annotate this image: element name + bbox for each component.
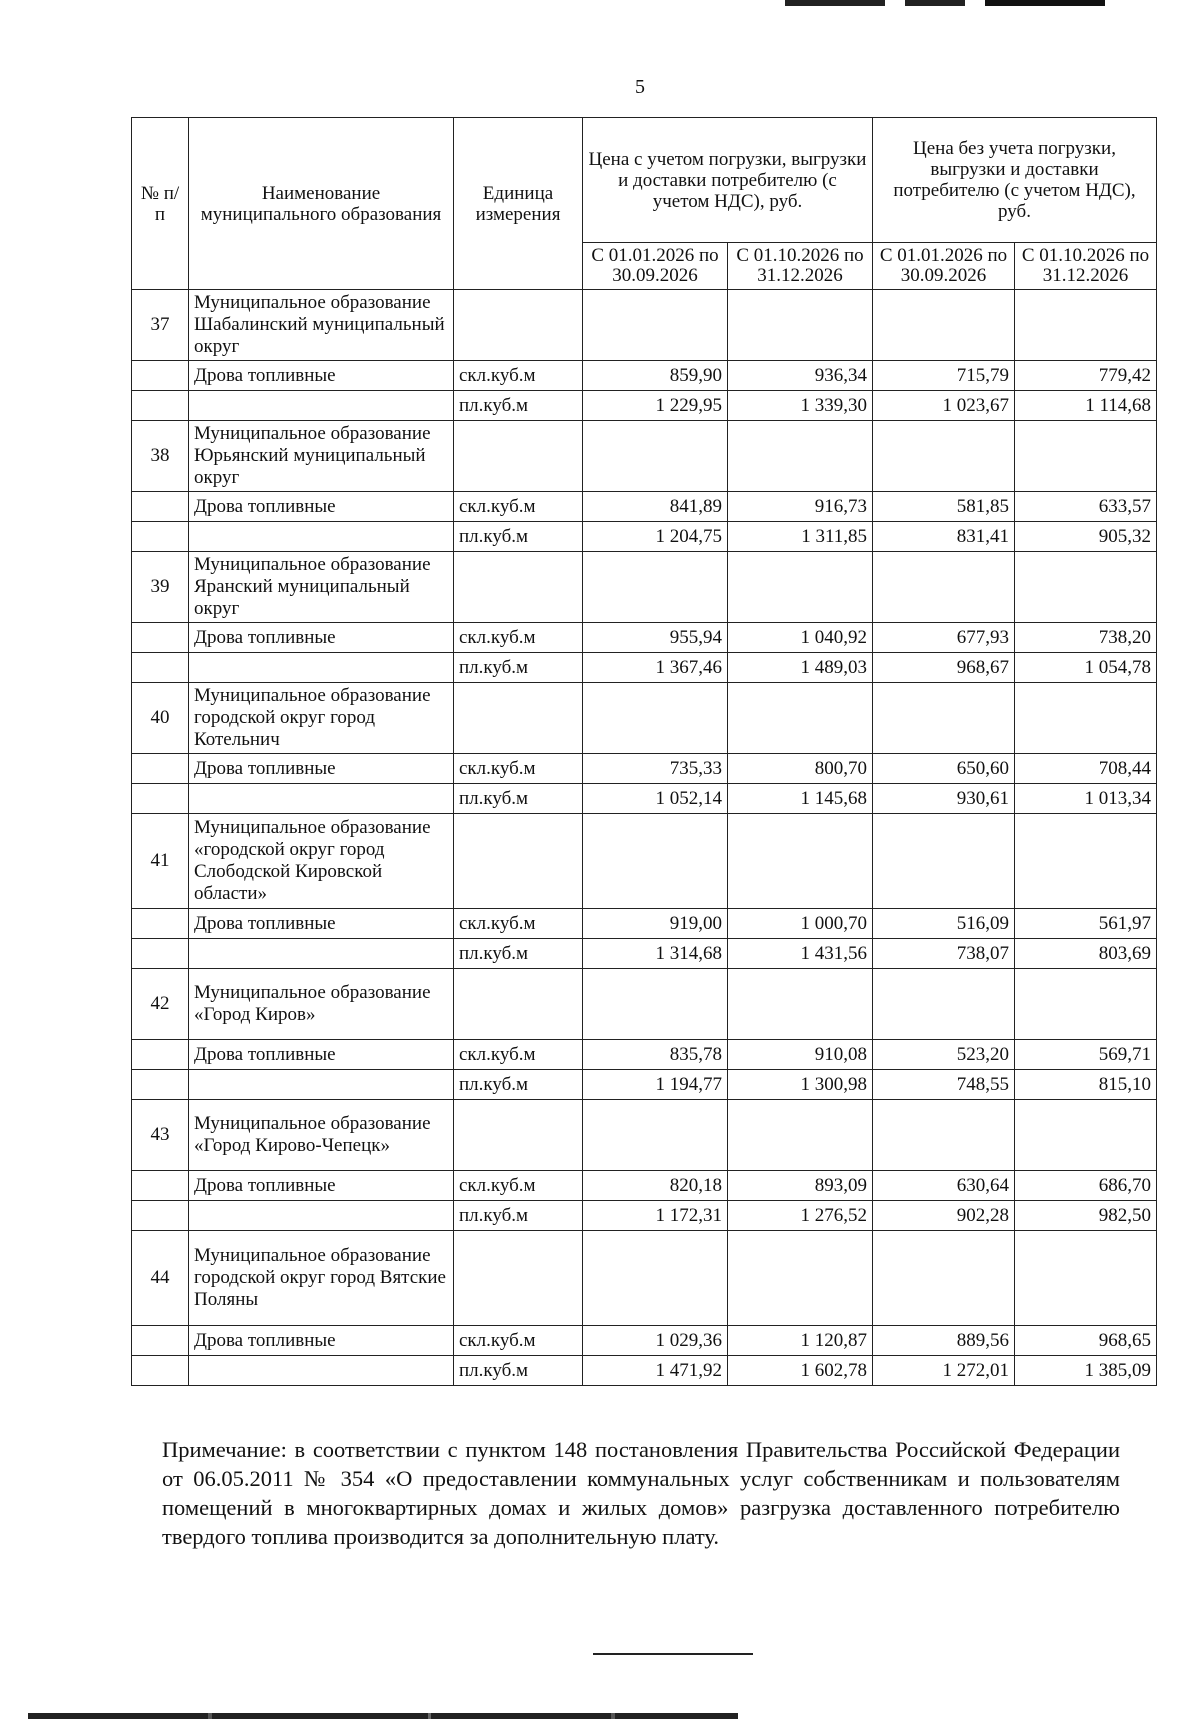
empty-cell xyxy=(1015,683,1157,754)
empty-cell xyxy=(454,969,583,1040)
municipality-name: Муниципальное образование Шабалинский муниципальный округ xyxy=(189,290,454,361)
unit-cell: пл.куб.м xyxy=(454,653,583,683)
unit-cell: пл.куб.м xyxy=(454,939,583,969)
header-period-3: С 01.01.2026 по 30.09.2026 xyxy=(873,243,1015,290)
empty-cell xyxy=(454,1100,583,1171)
price-cell: 803,69 xyxy=(1015,939,1157,969)
empty-cell xyxy=(189,939,454,969)
empty-cell xyxy=(189,784,454,814)
header-period-4: С 01.10.2026 по 31.12.2026 xyxy=(1015,243,1157,290)
price-cell: 1 300,98 xyxy=(728,1070,873,1100)
empty-cell xyxy=(189,1356,454,1386)
empty-cell xyxy=(873,290,1015,361)
footnote: Примечание: в соответствии с пунктом 148 постановления Правительства Российской Федерации от 06.05.2011 № 354 «О предоставлении коммунальных услуг собственникам и пользователям помещений в многоквартирных домах и жилых домов» разгрузка доставленного потребителю твердого топлива производится за дополнительную плату. xyxy=(162,1437,1120,1549)
empty-cell xyxy=(454,290,583,361)
table-row xyxy=(132,939,1157,969)
table-row xyxy=(132,421,1157,492)
price-cell: 968,67 xyxy=(873,653,1015,683)
table-row xyxy=(132,391,1157,421)
table-row xyxy=(132,492,1157,522)
empty-cell xyxy=(1015,1231,1157,1326)
price-cell: 569,71 xyxy=(1015,1040,1157,1070)
item-name: Дрова топливные xyxy=(189,361,454,391)
municipality-name: Муниципальное образование городской округ город Котельнич xyxy=(189,683,454,754)
price-table xyxy=(131,117,1157,1386)
price-cell: 820,18 xyxy=(583,1171,728,1201)
unit-cell: скл.куб.м xyxy=(454,623,583,653)
item-name: Дрова топливные xyxy=(189,492,454,522)
price-cell: 815,10 xyxy=(1015,1070,1157,1100)
price-cell: 748,55 xyxy=(873,1070,1015,1100)
price-cell: 1 052,14 xyxy=(583,784,728,814)
unit-cell: пл.куб.м xyxy=(454,391,583,421)
header-price-with-delivery: Цена с учетом погрузки, выгрузки и доставки потребителю (с учетом НДС), руб. xyxy=(583,118,873,243)
empty-cell xyxy=(873,1231,1015,1326)
page-number: 5 xyxy=(635,76,645,98)
empty-cell xyxy=(132,653,189,683)
table-body xyxy=(132,290,1157,1386)
unit-cell: пл.куб.м xyxy=(454,1356,583,1386)
price-cell: 910,08 xyxy=(728,1040,873,1070)
price-cell: 561,97 xyxy=(1015,909,1157,939)
table-row xyxy=(132,623,1157,653)
item-name: Дрова топливные xyxy=(189,623,454,653)
price-cell: 1 489,03 xyxy=(728,653,873,683)
price-cell: 1 272,01 xyxy=(873,1356,1015,1386)
empty-cell xyxy=(454,683,583,754)
row-number: 42 xyxy=(132,969,189,1040)
price-cell: 841,89 xyxy=(583,492,728,522)
price-cell: 1 040,92 xyxy=(728,623,873,653)
unit-cell: скл.куб.м xyxy=(454,1040,583,1070)
empty-cell xyxy=(873,969,1015,1040)
unit-cell: скл.куб.м xyxy=(454,754,583,784)
empty-cell xyxy=(728,1100,873,1171)
empty-cell xyxy=(583,814,728,909)
empty-cell xyxy=(1015,421,1157,492)
unit-cell: пл.куб.м xyxy=(454,1201,583,1231)
unit-cell: пл.куб.м xyxy=(454,1070,583,1100)
empty-cell xyxy=(873,552,1015,623)
empty-cell xyxy=(132,1201,189,1231)
price-cell: 919,00 xyxy=(583,909,728,939)
empty-cell xyxy=(454,552,583,623)
empty-cell xyxy=(583,421,728,492)
empty-cell xyxy=(189,1201,454,1231)
price-cell: 800,70 xyxy=(728,754,873,784)
item-name: Дрова топливные xyxy=(189,1326,454,1356)
unit-cell: скл.куб.м xyxy=(454,361,583,391)
price-cell: 630,64 xyxy=(873,1171,1015,1201)
unit-cell: скл.куб.м xyxy=(454,1326,583,1356)
price-cell: 708,44 xyxy=(1015,754,1157,784)
empty-cell xyxy=(132,1070,189,1100)
row-number: 39 xyxy=(132,552,189,623)
empty-cell xyxy=(189,653,454,683)
empty-cell xyxy=(132,361,189,391)
table-row xyxy=(132,683,1157,754)
empty-cell xyxy=(583,969,728,1040)
empty-cell xyxy=(132,1171,189,1201)
municipality-name: Муниципальное образование городской округ город Вятские Поляны xyxy=(189,1231,454,1326)
empty-cell xyxy=(583,1100,728,1171)
price-cell: 1 000,70 xyxy=(728,909,873,939)
table-row xyxy=(132,1356,1157,1386)
empty-cell xyxy=(1015,290,1157,361)
price-cell: 1 013,34 xyxy=(1015,784,1157,814)
empty-cell xyxy=(1015,814,1157,909)
price-cell: 516,09 xyxy=(873,909,1015,939)
table-row xyxy=(132,361,1157,391)
empty-cell xyxy=(132,1326,189,1356)
price-cell: 1 114,68 xyxy=(1015,391,1157,421)
unit-cell: скл.куб.м xyxy=(454,1171,583,1201)
table-row xyxy=(132,754,1157,784)
empty-cell xyxy=(873,814,1015,909)
header-period-1: С 01.01.2026 по 30.09.2026 xyxy=(583,243,728,290)
price-cell: 1 120,87 xyxy=(728,1326,873,1356)
price-cell: 968,65 xyxy=(1015,1326,1157,1356)
empty-cell xyxy=(728,552,873,623)
price-cell: 1 311,85 xyxy=(728,522,873,552)
closing-rule xyxy=(593,1653,753,1655)
price-cell: 930,61 xyxy=(873,784,1015,814)
price-cell: 779,42 xyxy=(1015,361,1157,391)
price-cell: 738,20 xyxy=(1015,623,1157,653)
empty-cell xyxy=(1015,552,1157,623)
price-cell: 738,07 xyxy=(873,939,1015,969)
empty-cell xyxy=(728,814,873,909)
empty-cell xyxy=(873,421,1015,492)
price-cell: 523,20 xyxy=(873,1040,1015,1070)
table-row xyxy=(132,552,1157,623)
price-cell: 902,28 xyxy=(873,1201,1015,1231)
price-cell: 1 204,75 xyxy=(583,522,728,552)
table-row xyxy=(132,1040,1157,1070)
municipality-name: Муниципальное образование «Город Кирово-Чепецк» xyxy=(189,1100,454,1171)
table-row xyxy=(132,653,1157,683)
price-cell: 1 029,36 xyxy=(583,1326,728,1356)
header-name: Наименование муниципального образования xyxy=(189,118,454,290)
empty-cell xyxy=(583,290,728,361)
row-number: 43 xyxy=(132,1100,189,1171)
item-name: Дрова топливные xyxy=(189,1040,454,1070)
price-cell: 1 314,68 xyxy=(583,939,728,969)
price-cell: 1 194,77 xyxy=(583,1070,728,1100)
item-name: Дрова топливные xyxy=(189,1171,454,1201)
empty-cell xyxy=(728,683,873,754)
row-number: 37 xyxy=(132,290,189,361)
empty-cell xyxy=(132,1356,189,1386)
price-cell: 650,60 xyxy=(873,754,1015,784)
item-name: Дрова топливные xyxy=(189,909,454,939)
empty-cell xyxy=(873,683,1015,754)
price-cell: 955,94 xyxy=(583,623,728,653)
price-cell: 1 145,68 xyxy=(728,784,873,814)
empty-cell xyxy=(1015,969,1157,1040)
row-number: 40 xyxy=(132,683,189,754)
empty-cell xyxy=(583,1231,728,1326)
row-number: 44 xyxy=(132,1231,189,1326)
scan-artifact-bottom xyxy=(28,1713,738,1719)
scan-artifact-top xyxy=(765,0,1105,6)
empty-cell xyxy=(873,1100,1015,1171)
header-unit: Единица измерения xyxy=(454,118,583,290)
empty-cell xyxy=(132,1040,189,1070)
price-cell: 905,32 xyxy=(1015,522,1157,552)
price-cell: 1 385,09 xyxy=(1015,1356,1157,1386)
empty-cell xyxy=(132,754,189,784)
unit-cell: скл.куб.м xyxy=(454,492,583,522)
price-cell: 1 172,31 xyxy=(583,1201,728,1231)
price-cell: 1 602,78 xyxy=(728,1356,873,1386)
empty-cell xyxy=(132,939,189,969)
empty-cell xyxy=(132,492,189,522)
empty-cell xyxy=(189,1070,454,1100)
price-cell: 859,90 xyxy=(583,361,728,391)
municipality-name: Муниципальное образование Юрьянский муниципальный округ xyxy=(189,421,454,492)
row-number: 38 xyxy=(132,421,189,492)
table-row xyxy=(132,522,1157,552)
header-price-without-delivery: Цена без учета погрузки, выгрузки и доставки потребителю (с учетом НДС), руб. xyxy=(873,118,1157,243)
price-cell: 1 229,95 xyxy=(583,391,728,421)
price-cell: 1 367,46 xyxy=(583,653,728,683)
price-cell: 677,93 xyxy=(873,623,1015,653)
empty-cell xyxy=(132,909,189,939)
table-row xyxy=(132,1326,1157,1356)
empty-cell xyxy=(189,522,454,552)
price-cell: 1 431,56 xyxy=(728,939,873,969)
price-cell: 916,73 xyxy=(728,492,873,522)
price-cell: 633,57 xyxy=(1015,492,1157,522)
table-row xyxy=(132,1231,1157,1326)
municipality-name: Муниципальное образование «Город Киров» xyxy=(189,969,454,1040)
municipality-name: Муниципальное образование «городской округ город Слободской Кировской области» xyxy=(189,814,454,909)
empty-cell xyxy=(583,552,728,623)
price-cell: 1 339,30 xyxy=(728,391,873,421)
price-cell: 581,85 xyxy=(873,492,1015,522)
price-cell: 835,78 xyxy=(583,1040,728,1070)
header-num: № п/п xyxy=(132,118,189,290)
table-row xyxy=(132,290,1157,361)
empty-cell xyxy=(132,522,189,552)
price-cell: 715,79 xyxy=(873,361,1015,391)
item-name: Дрова топливные xyxy=(189,754,454,784)
price-cell: 1 054,78 xyxy=(1015,653,1157,683)
empty-cell xyxy=(132,623,189,653)
table-row xyxy=(132,1100,1157,1171)
empty-cell xyxy=(728,421,873,492)
empty-cell xyxy=(189,391,454,421)
price-cell: 982,50 xyxy=(1015,1201,1157,1231)
empty-cell xyxy=(132,391,189,421)
row-number: 41 xyxy=(132,814,189,909)
empty-cell xyxy=(132,784,189,814)
empty-cell xyxy=(454,814,583,909)
empty-cell xyxy=(1015,1100,1157,1171)
price-cell: 686,70 xyxy=(1015,1171,1157,1201)
unit-cell: пл.куб.м xyxy=(454,522,583,552)
header-period-2: С 01.10.2026 по 31.12.2026 xyxy=(728,243,873,290)
price-cell: 735,33 xyxy=(583,754,728,784)
empty-cell xyxy=(583,683,728,754)
table-row xyxy=(132,784,1157,814)
table-row xyxy=(132,969,1157,1040)
price-cell: 889,56 xyxy=(873,1326,1015,1356)
table-row xyxy=(132,909,1157,939)
price-cell: 1 471,92 xyxy=(583,1356,728,1386)
price-cell: 1 023,67 xyxy=(873,391,1015,421)
empty-cell xyxy=(454,1231,583,1326)
price-cell: 936,34 xyxy=(728,361,873,391)
price-cell: 893,09 xyxy=(728,1171,873,1201)
empty-cell xyxy=(454,421,583,492)
municipality-name: Муниципальное образование Яранский муниципальный округ xyxy=(189,552,454,623)
table-row xyxy=(132,1070,1157,1100)
unit-cell: пл.куб.м xyxy=(454,784,583,814)
empty-cell xyxy=(728,1231,873,1326)
price-cell: 1 276,52 xyxy=(728,1201,873,1231)
table-row xyxy=(132,814,1157,909)
empty-cell xyxy=(728,969,873,1040)
table-row xyxy=(132,1171,1157,1201)
unit-cell: скл.куб.м xyxy=(454,909,583,939)
price-cell: 831,41 xyxy=(873,522,1015,552)
table-row xyxy=(132,1201,1157,1231)
empty-cell xyxy=(728,290,873,361)
